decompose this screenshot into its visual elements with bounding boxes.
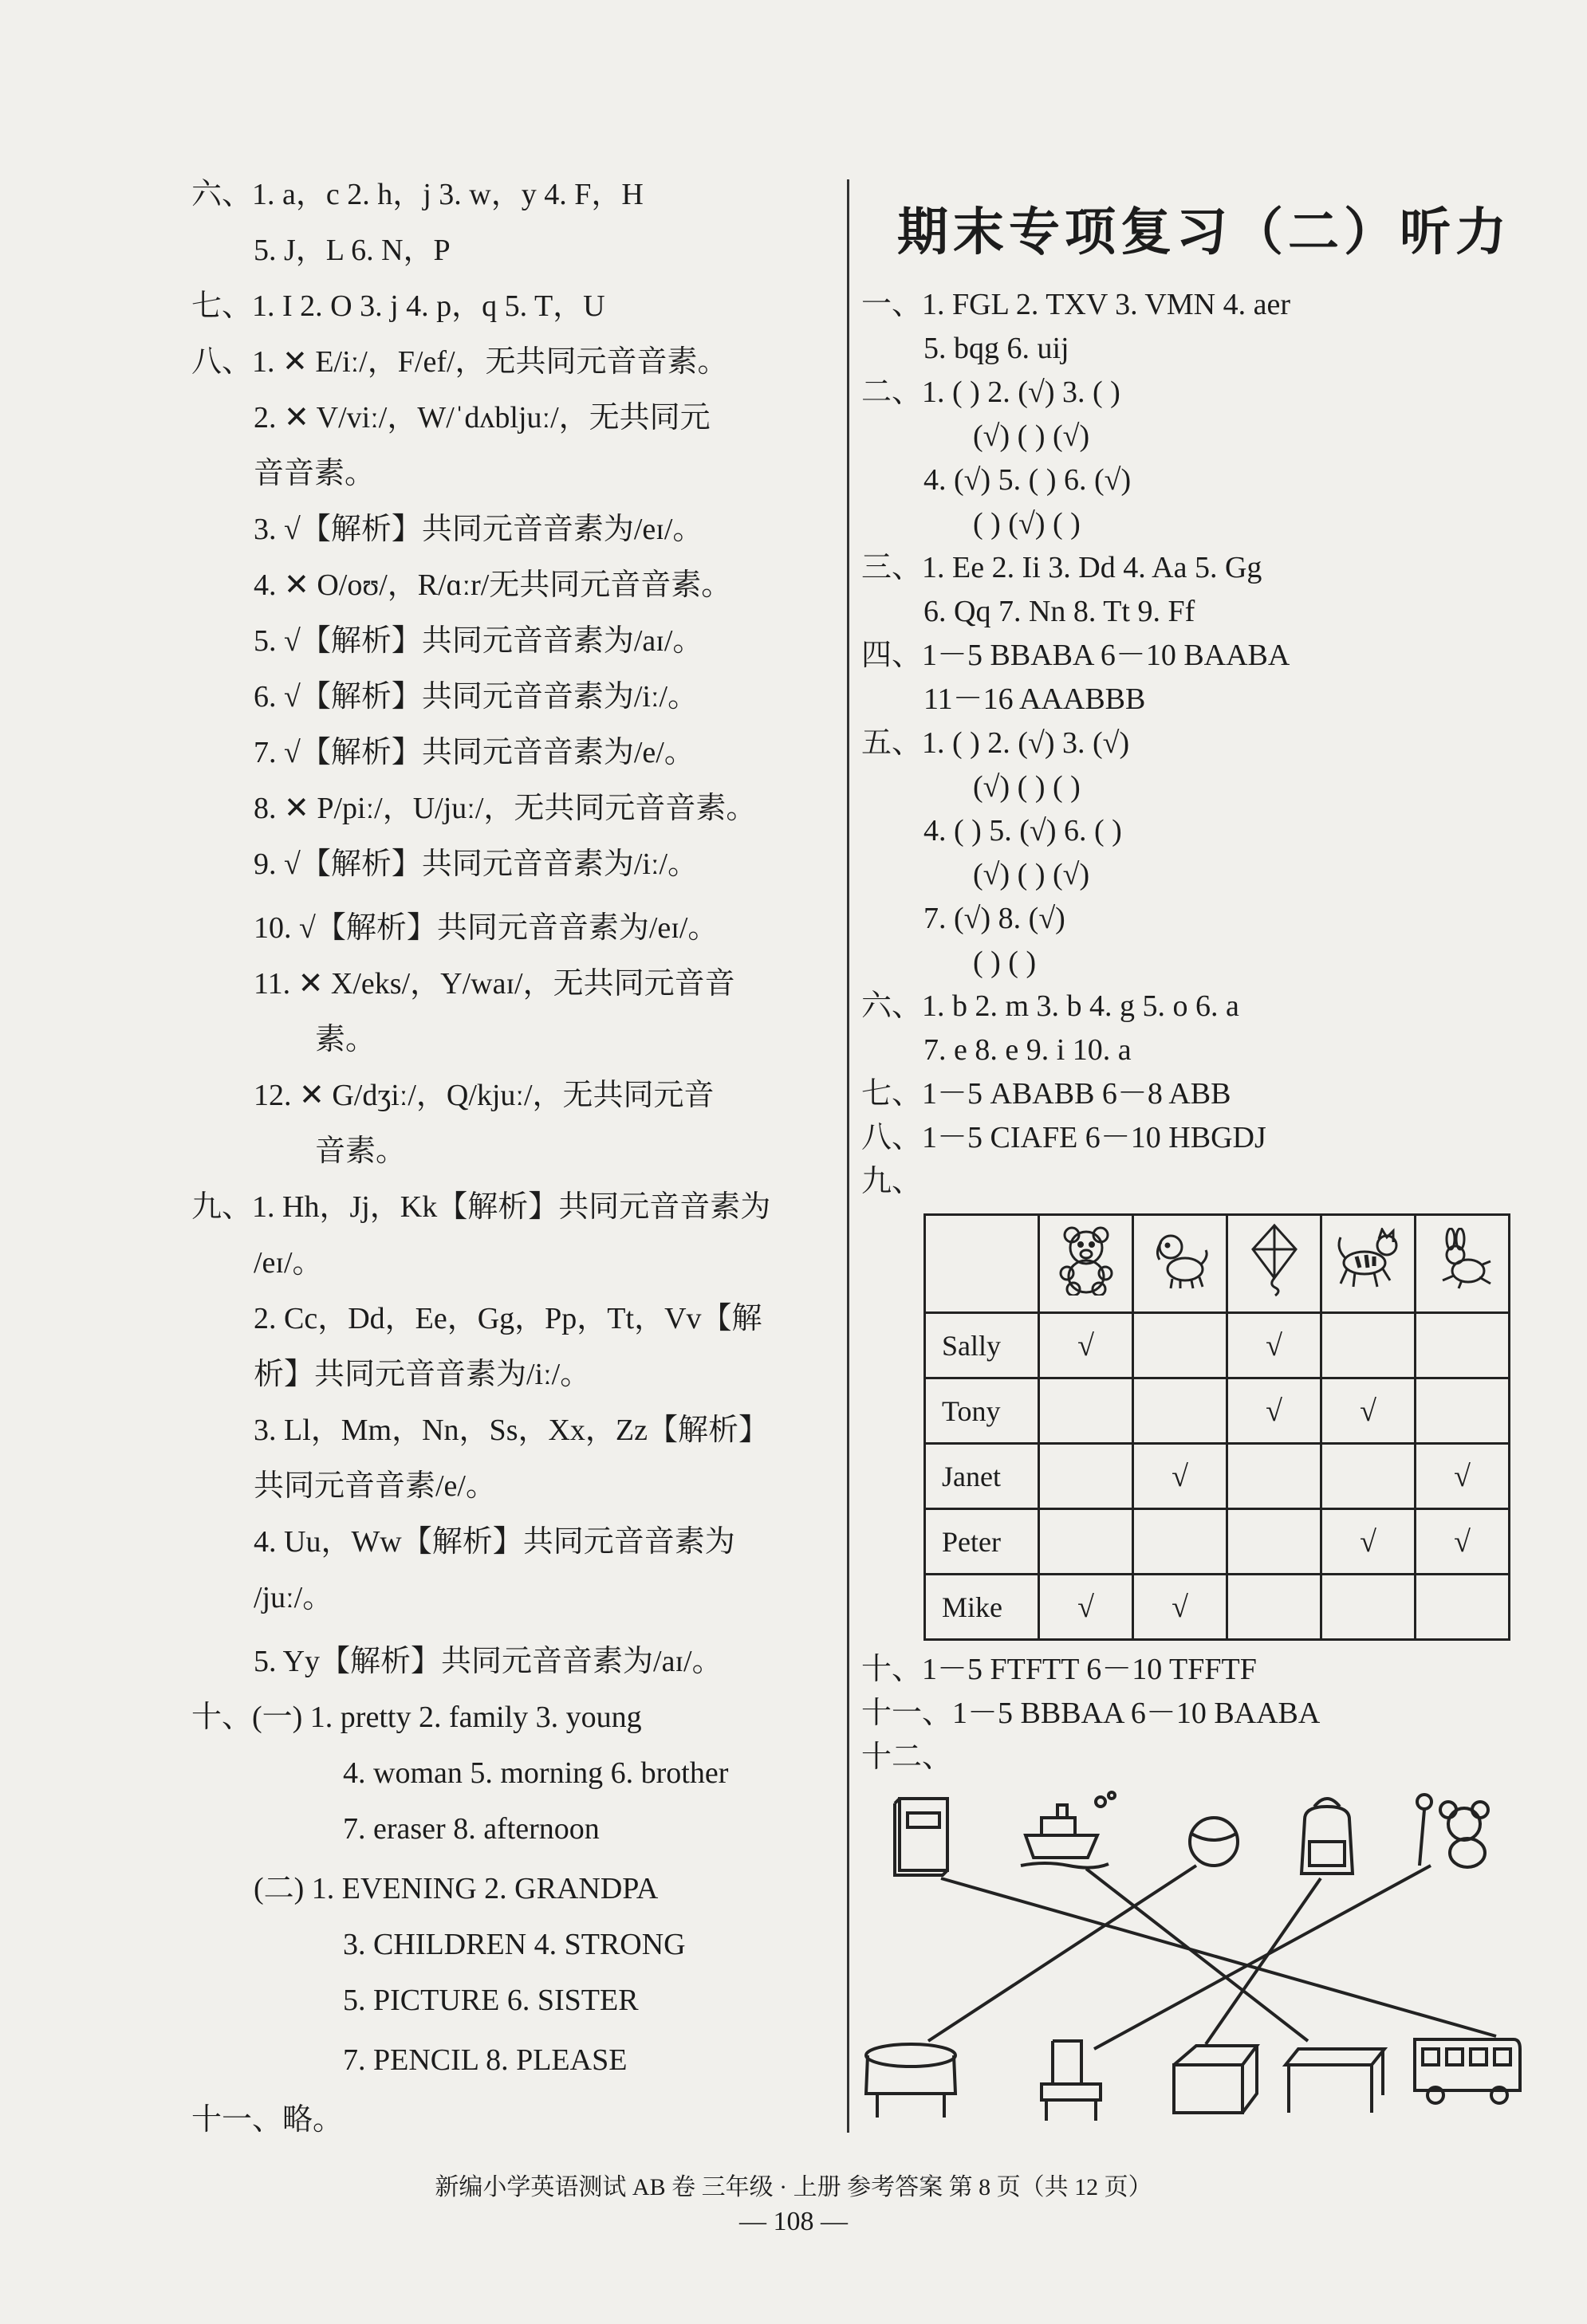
table-corner-cell [925, 1215, 1039, 1313]
rabbit-icon [1416, 1215, 1510, 1313]
answer-line: 8. ✕ P/piː/，U/juː/，无共同元音音素。 [254, 792, 757, 825]
answer-line: 11－16 AAABBB [923, 682, 1146, 716]
answer-line: 3. Ll，Mm，Nn，Ss，Xx，Zz【解析】 [254, 1414, 770, 1447]
answer-line: 七、1－5 ABABB 6－8 ABB [861, 1077, 1231, 1111]
table-cell [1416, 1575, 1510, 1640]
answer-line: 共同元音音素/e/。 [254, 1469, 496, 1503]
dog-icon [1133, 1215, 1227, 1313]
answer-line: 4. Uu，Ww【解析】共同元音音素为 [254, 1525, 735, 1559]
table-cell [1133, 1378, 1227, 1444]
table-cell: √ [1039, 1575, 1133, 1640]
table-cell [1039, 1509, 1133, 1575]
answer-line: (二) 1. EVENING 2. GRANDPA [254, 1872, 659, 1905]
table-cell: √ [1227, 1313, 1321, 1378]
answer-line: 九、 [861, 1165, 923, 1198]
match-line [1086, 1869, 1308, 2041]
answer-line: 6. √【解析】共同元音音素为/iː/。 [254, 680, 699, 714]
answer-line: 12. ✕ G/dʒiː/，Q/kjuː/，无共同元音 [254, 1079, 715, 1112]
table-cell: √ [1133, 1444, 1227, 1509]
answer-line: 2. Cc，Dd，Ee，Gg，Pp，Tt，Vv【解 [254, 1302, 762, 1335]
teddy-bear-icon [1039, 1215, 1133, 1313]
table-cell: √ [1321, 1378, 1416, 1444]
answer-line: 3. √【解析】共同元音音素为/eɪ/。 [254, 513, 703, 546]
answer-line: 十、1－5 FTFTT 6－10 TFFTF [861, 1653, 1257, 1686]
answer-line: ( ) (√) ( ) [973, 507, 1081, 541]
answer-line: 3. CHILDREN 4. STRONG [343, 1928, 686, 1961]
answer-line: (√) ( ) ( ) [973, 770, 1081, 804]
table-cell: √ [1039, 1313, 1133, 1378]
column-divider [847, 179, 849, 2133]
table-cell [1416, 1378, 1510, 1444]
desk-icon [1286, 2049, 1384, 2113]
answer-line: 素。 [315, 1023, 376, 1056]
answer-line: 5. PICTURE 6. SISTER [343, 1984, 639, 2017]
match-line [1094, 1866, 1431, 2049]
answer-line: 五、1. ( ) 2. (√) 3. (√) [861, 726, 1130, 760]
section-title: 期末专项复习（二）听力 [897, 203, 1511, 262]
answer-line: 四、1－5 BBABA 6－10 BAABA [861, 639, 1290, 672]
box-icon [1174, 2046, 1257, 2113]
answer-line: (√) ( ) (√) [973, 858, 1090, 891]
answer-line: 一、1. FGL 2. TXV 3. VMN 4. aer [861, 288, 1290, 321]
answer-line: 7. (√) 8. (√) [923, 902, 1065, 935]
answer-line: 八、1. ✕ E/iː/，F/ef/，无共同元音音素。 [191, 345, 728, 379]
answer-line: 7. √【解析】共同元音音素为/e/。 [254, 736, 695, 769]
table-row [925, 1444, 1510, 1509]
row-name: Mike [925, 1575, 1039, 1640]
answer-line: 音素。 [315, 1134, 407, 1168]
answer-line: 10. √【解析】共同元音音素为/eɪ/。 [254, 911, 719, 945]
book-icon [895, 1799, 947, 1875]
bus-icon [1415, 2039, 1520, 2103]
table-cell [1039, 1444, 1133, 1509]
answer-line: 十二、 [861, 1740, 953, 1774]
footer-text: 新编小学英语测试 AB 卷 三年级 · 上册 参考答案 第 8 页（共 12 页） [435, 2174, 1152, 2200]
answer-line: 5. bqg 6. uij [923, 332, 1069, 365]
table-row [925, 1313, 1510, 1378]
answer-line: 六、1. a，c 2. h，j 3. w，y 4. F，H [191, 178, 644, 211]
answer-line: 7. eraser 8. afternoon [343, 1812, 600, 1846]
row-name: Janet [925, 1444, 1039, 1509]
match-line [941, 1878, 1496, 2036]
row-name: Tony [925, 1378, 1039, 1444]
answer-line: 十一、略。 [191, 2103, 344, 2137]
table-header-row [925, 1215, 1510, 1313]
row-name: Peter [925, 1509, 1039, 1575]
table-cell: √ [1416, 1509, 1510, 1575]
table-row [925, 1575, 1510, 1640]
table-cell [1416, 1313, 1510, 1378]
ship-icon [1021, 1792, 1115, 1868]
answer-line: 7. e 8. e 9. i 10. a [923, 1033, 1132, 1067]
ball-icon [1190, 1818, 1238, 1866]
answer-line: 5. √【解析】共同元音音素为/aɪ/。 [254, 624, 703, 658]
answer-line: ( ) ( ) [973, 946, 1037, 979]
answer-line: (√) ( ) (√) [973, 419, 1090, 453]
table-cell: √ [1321, 1509, 1416, 1575]
answer-line: 7. PENCIL 8. PLEASE [343, 2043, 628, 2077]
matching-diagram [861, 1778, 1523, 2129]
answer-line: 4. ✕ O/oʊ/，R/ɑːr/无共同元音音素。 [254, 568, 732, 602]
answer-line: 十、(一) 1. pretty 2. family 3. young [191, 1701, 642, 1734]
answer-line: 6. Qq 7. Nn 8. Tt 9. Ff [923, 595, 1195, 628]
answer-line: 9. √【解析】共同元音音素为/iː/。 [254, 847, 699, 881]
chair-icon [1042, 2041, 1101, 2121]
table-cell [1227, 1444, 1321, 1509]
table-cell: √ [1416, 1444, 1510, 1509]
kite-icon [1227, 1215, 1321, 1313]
table-cell [1321, 1313, 1416, 1378]
answer-line: 析】共同元音音素为/iː/。 [254, 1358, 591, 1391]
answer-line: 八、1－5 CIAFE 6－10 HBGDJ [861, 1121, 1266, 1154]
answer-line: 4. ( ) 5. (√) 6. ( ) [923, 814, 1122, 847]
match-line [1206, 1878, 1321, 2044]
table-icon [866, 2044, 955, 2118]
page-number: — 108 — [739, 2207, 848, 2236]
table-cell [1321, 1575, 1416, 1640]
answer-line: /eɪ/。 [254, 1246, 323, 1280]
table-cell [1227, 1509, 1321, 1575]
answer-line: 5. J，L 6. N，P [254, 234, 451, 267]
answer-line: /juː/。 [254, 1581, 333, 1614]
answer-line: 二、1. ( ) 2. (√) 3. ( ) [861, 376, 1120, 409]
table-cell [1133, 1313, 1227, 1378]
table-cell: √ [1133, 1575, 1227, 1640]
answer-line: 11. ✕ X/eks/，Y/waɪ/，无共同元音音 [254, 967, 735, 1001]
answer-line: 4. woman 5. morning 6. brother [343, 1756, 729, 1790]
answer-line: 5. Yy【解析】共同元音音素为/aɪ/。 [254, 1645, 723, 1678]
answer-line: 4. (√) 5. ( ) 6. (√) [923, 463, 1132, 497]
answer-table [923, 1213, 1510, 1641]
answer-line: 2. ✕ V/viː/，W/ˈdʌbljuː/，无共同元 [254, 401, 711, 435]
table-row [925, 1378, 1510, 1444]
answer-line: 六、1. b 2. m 3. b 4. g 5. o 6. a [861, 989, 1239, 1023]
answer-line: 三、1. Ee 2. Ii 3. Dd 4. Aa 5. Gg [861, 551, 1262, 584]
table-cell: √ [1227, 1378, 1321, 1444]
teddy-flower-icon [1417, 1795, 1488, 1867]
table-cell [1039, 1378, 1133, 1444]
answer-line: 九、1. Hh，Jj，Kk【解析】共同元音音素为 [191, 1190, 771, 1224]
row-name: Sally [925, 1313, 1039, 1378]
table-row [925, 1509, 1510, 1575]
table-cell [1321, 1444, 1416, 1509]
answer-line: 七、1. I 2. O 3. j 4. p，q 5. T，U [191, 289, 605, 323]
table-cell [1227, 1575, 1321, 1640]
cat-icon [1321, 1215, 1416, 1313]
schoolbag-icon [1301, 1799, 1353, 1874]
answer-line: 音音素。 [254, 457, 376, 490]
answer-line: 十一、1－5 BBBAA 6－10 BAABA [861, 1697, 1321, 1730]
table-cell [1133, 1509, 1227, 1575]
